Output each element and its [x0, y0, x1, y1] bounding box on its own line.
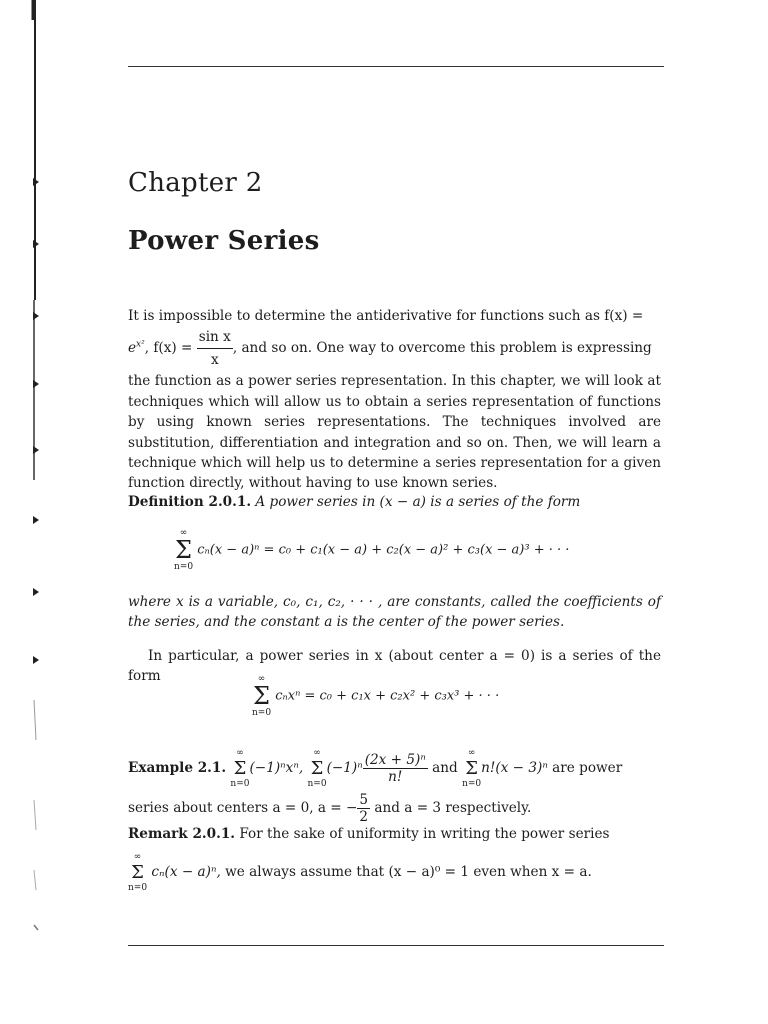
definition-label: Definition 2.0.1. — [128, 494, 252, 510]
example-label: Example 2.1. — [128, 760, 227, 776]
sum-lower-limit: n=0 — [230, 779, 250, 789]
remark-text: For the sake of uniformity in writing the power series — [239, 826, 610, 842]
fraction-numerator: (2x + 5)ⁿ — [364, 752, 426, 768]
sum-upper-limit: ∞ — [467, 748, 476, 758]
example-and: and — [432, 760, 458, 776]
five-halves-fraction — [357, 792, 370, 825]
intro-rest: the function as a power series representation. In this chapter, we will look at techniques which will allow us to obtain a series representation of functions by using known series representations. The techniques involved are substitution, differentiation and integration and so on. Then, we will learn a technique which will help us to determine a series representation for a given function directly, without having to use known series. — [128, 373, 661, 492]
intro-line-1: It is impossible to determine the antiderivative for functions such as f(x) = — [128, 308, 644, 324]
remark-label: Remark 2.0.1. — [128, 826, 236, 842]
definition-series: cₙ(x − a)ⁿ = c₀ + c₁(x − a) + c₂(x − a)² + c₃(x − a)³ + · · · — [197, 542, 570, 558]
definition-formula — [174, 528, 569, 572]
fraction-denominator: x — [210, 352, 219, 369]
sum-lower-limit: n=0 — [462, 779, 482, 789]
particular-formula — [252, 674, 499, 718]
fraction-numerator: 5 — [359, 792, 369, 808]
scan-binding-edge — [0, 0, 46, 1024]
example-term-2-prefix: (−1)ⁿ — [326, 760, 363, 776]
sum-upper-limit: ∞ — [257, 674, 266, 684]
sigma-symbol: Σ — [175, 536, 193, 564]
definition-text: A power series in (x − a) is a series of the form — [255, 494, 581, 510]
sum-lower-limit: n=0 — [307, 779, 327, 789]
sigma-symbol: Σ — [310, 758, 324, 779]
sum-upper-limit: ∞ — [313, 748, 321, 758]
fraction-denominator: 2 — [359, 809, 369, 825]
example-term-3: n!(x − 3)ⁿ — [481, 760, 548, 776]
remark-line-1 — [128, 826, 661, 842]
fraction-denominator: n! — [388, 769, 403, 785]
footer-rule — [128, 945, 664, 946]
definition-heading — [128, 494, 661, 510]
sigma-symbol: Σ — [253, 682, 271, 710]
particular-series: cₙxⁿ = c₀ + c₁x + c₂x² + c₃x³ + · · · — [275, 688, 500, 704]
sum-upper-limit: ∞ — [236, 748, 244, 758]
sum-upper-limit: ∞ — [179, 528, 188, 538]
intro-paragraph — [128, 306, 661, 494]
remark-line-2 — [128, 852, 592, 893]
sigma-symbol: Σ — [465, 758, 478, 779]
intro-fx: , f(x) = — [144, 340, 193, 357]
chapter-number: Chapter 2 — [128, 168, 263, 198]
sum-upper-limit: ∞ — [133, 852, 142, 862]
sigma-symbol: Σ — [131, 862, 144, 883]
definition-continuation: where x is a variable, c₀, c₁, c₂, · · · , are constants, called the coefficients of the series, and the constant a is the center of the power series. — [128, 594, 661, 631]
remark-line-2-text: we always assume that (x − a)⁰ = 1 even when x = a. — [225, 864, 592, 880]
example-line-1 — [128, 748, 622, 789]
example-line-2 — [128, 792, 531, 825]
sinx-over-x-fraction — [197, 326, 233, 371]
header-rule — [128, 66, 664, 67]
example-tail: are power — [552, 760, 623, 776]
example-fraction — [363, 752, 428, 785]
example-centers-text: series about centers a = 0, a = − — [128, 800, 358, 816]
sigma-symbol: Σ — [233, 758, 247, 779]
sum-lower-limit: n=0 — [128, 883, 148, 893]
particular-paragraph: In particular, a power series in x (about center a = 0) is a series of the form — [128, 648, 661, 685]
intro-line-2-tail: , and so on. One way to overcome this problem is expressing — [232, 340, 652, 357]
example-centers-tail: and a = 3 respectively. — [374, 800, 532, 816]
exp-base: e — [128, 340, 137, 357]
sum-lower-limit: n=0 — [252, 708, 272, 718]
intro-line-2: $e^{x^2}$, f(x) = $\frac{\text{sin x}}{x}$ , and so on. One way to overcome this problem is expressing — [128, 326, 661, 371]
sum-lower-limit: n=0 — [174, 562, 194, 572]
fraction-numerator: sin x — [197, 326, 233, 349]
remark-formula: cₙ(x − a)ⁿ, — [151, 864, 221, 880]
chapter-title: Power Series — [128, 226, 320, 256]
example-term-1: (−1)ⁿxⁿ, — [249, 760, 304, 776]
